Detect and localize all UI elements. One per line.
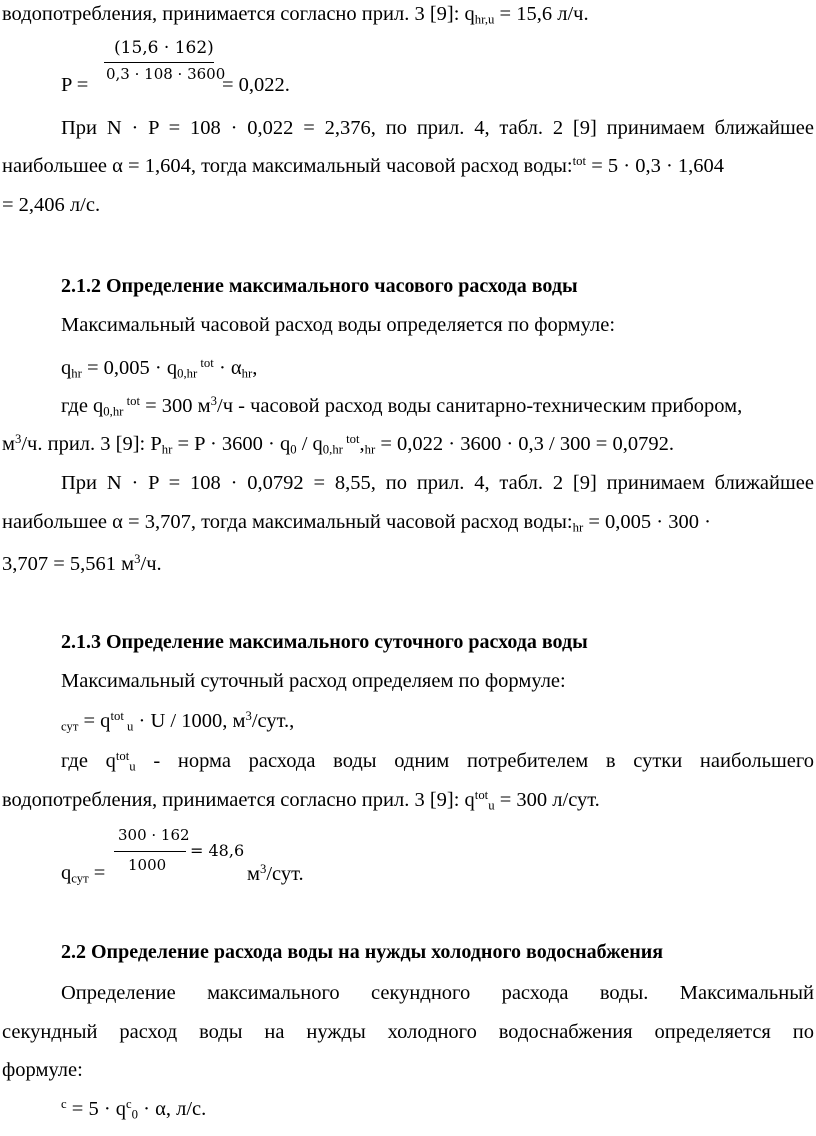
formula-denominator: 0,3 · 108 · 3600	[106, 65, 226, 83]
formula-denominator: 1000	[128, 856, 167, 874]
text-line: При N · P = 108 · 0,022 = 2,376, по прил. 4, табл. 2 [9] принимаем ближайшее	[61, 117, 814, 139]
text-line: где $q_{0,hr}$ $^{tot}$ = 300 $м^3/ч$ - часовой расход воды санитарно-техническим прибором,	[61, 394, 743, 419]
formula-rhs: = 0,022.	[222, 74, 290, 96]
text-line: Максимальный суточный расход определяем по формуле:	[61, 670, 566, 692]
formula-lhs: P =	[61, 74, 89, 96]
text-line: секундный расход воды на нужды холодного водоснабжения определяется по	[2, 1021, 814, 1043]
formula-lhs: $q_{сут}$ =	[61, 862, 106, 886]
formula-unit: $м^3$/сут.	[247, 862, 304, 885]
formula-numerator: 300 · 162	[118, 826, 190, 844]
text-line: наибольшее α = 1,604, тогда максимальный часовой расход воды:$^{tot}$ = 5 · 0,3 · 1,604	[2, 154, 725, 177]
text-line: 3,707 = 5,561 $м^3/ч$.	[2, 552, 162, 575]
section-heading: 2.1.2 Определение максимального часового расхода воды	[61, 275, 578, 297]
text-line: водопотребления, принимается согласно прил. 3 [9]: $q^{tot}_u = 300$ л/сут.	[2, 788, 600, 813]
section-heading: 2.2 Определение расхода воды на нужды холодного водоснабжения	[61, 941, 664, 963]
text-line: При N · P = 108 · 0,0792 = 8,55, по прил. 4, табл. 2 [9] принимаем ближайшее	[61, 472, 814, 494]
text-line: Определение максимального секундного расхода воды. Максимальный	[61, 982, 814, 1004]
text-line: = 2,406 л/с.	[2, 194, 101, 216]
formula-line: $_{сут} = q^{tot}$ $_u$ · U / 1000, $м^3$/сут.,	[61, 709, 295, 734]
section-heading: 2.1.3 Определение максимального суточного расхода воды	[61, 631, 588, 653]
formula-numerator: (15,6 · 162)	[114, 38, 214, 58]
formula-line: $q_{hr} = 0,005 \cdot q_{0,hr}$ $^{tot} \cdot \alpha_{hr}$,	[61, 356, 258, 381]
text-line: наибольшее α = 3,707, тогда максимальный часовой расход $воды:_{hr} = 0,005 \cdot 300$ ·	[2, 511, 711, 535]
text-line: водопотребления, принимается согласно прил. 3 [9]: $q_{hr,u} = 15,6$ л/ч.	[2, 3, 589, 27]
formula-result: = 48,6	[190, 841, 245, 860]
fraction-bar	[114, 851, 186, 852]
text-line: $м^3/ч$. прил. 3 [9]: $P_{hr} = P \cdot 3600 \cdot q_0 / q_{0,hr}$ $^{tot},_{hr} = 0,022 \cdot 3600 \cdot 0,3 / 300 = 0,0792$.	[2, 432, 674, 457]
text-line: где $q^{tot}_u$ - норма расхода воды одним потребителем в сутки наибольшего	[61, 749, 814, 774]
text-line: формуле:	[2, 1059, 83, 1081]
text-line: Максимальный часовой расход воды определяется по формуле:	[61, 314, 616, 336]
formula-line: $^c = 5 \cdot q^c_0 \cdot \alpha$, л/с.	[61, 1097, 207, 1122]
fraction-bar	[104, 62, 214, 63]
